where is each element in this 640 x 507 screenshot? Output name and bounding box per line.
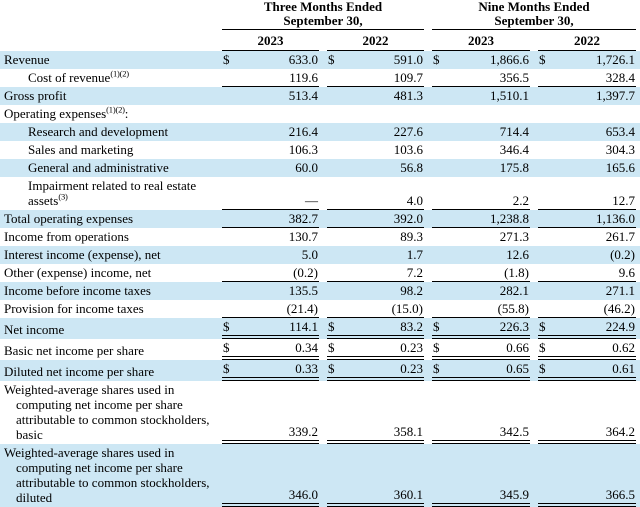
value-cell: [327, 264, 424, 282]
row-label-text: Cost of revenue: [28, 70, 111, 85]
year-header: 2022: [327, 32, 424, 51]
value-cell: [222, 192, 319, 210]
dollar-sign: $: [223, 319, 230, 334]
value-cell: [538, 123, 636, 141]
cell-value: 60.0: [295, 160, 318, 175]
cell-value: 358.1: [393, 424, 423, 439]
value-cell: [222, 123, 319, 141]
period-group-header-row: [0, 0, 640, 30]
cell-value: 12.7: [612, 193, 635, 208]
value-cell: [222, 51, 319, 69]
value-cell: [432, 246, 530, 264]
value-cell: [538, 318, 636, 339]
row-label: [0, 210, 218, 228]
table-row: [0, 105, 640, 123]
cell-value: 0.23: [400, 340, 423, 355]
cell-value: 382.7: [288, 211, 318, 226]
cell-value: (21.4): [286, 301, 318, 316]
row-label: [0, 300, 218, 318]
value-cell: [327, 300, 424, 318]
value-cell: [222, 486, 319, 507]
cell-value: 356.5: [499, 70, 529, 85]
cell-value: 119.6: [289, 70, 318, 85]
cell-value: 5.0: [301, 247, 318, 262]
three-months-group-title: Three Months Ended September 30,: [263, 0, 383, 28]
value-cell: [327, 123, 424, 141]
cell-value: 106.3: [288, 142, 318, 157]
dollar-sign: $: [223, 340, 230, 355]
year-header: 2022: [538, 32, 636, 51]
value-cell: [538, 228, 636, 246]
value-cell: [327, 282, 424, 300]
footnote-superscript: (3): [58, 191, 68, 202]
value-cell: [327, 210, 424, 228]
cell-value: (46.2): [603, 301, 635, 316]
dollar-sign: $: [539, 361, 546, 376]
cell-value: 83.2: [400, 319, 423, 334]
cell-value: 1,866.6: [490, 52, 529, 67]
value-cell: [432, 282, 530, 300]
value-cell: [538, 282, 636, 300]
value-cell: [222, 423, 319, 444]
cell-value: (1.8): [504, 265, 529, 280]
value-cell: [222, 282, 319, 300]
value-cell: [222, 159, 319, 177]
dollar-sign: $: [539, 319, 546, 334]
year-header-row: [0, 30, 640, 51]
value-cell: [538, 159, 636, 177]
row-label: [0, 264, 218, 282]
value-cell: [222, 300, 319, 318]
dollar-sign: $: [223, 361, 230, 376]
value-cell: [432, 228, 530, 246]
cell-value: 103.6: [393, 142, 423, 157]
value-cell: [538, 51, 636, 69]
table-row: [0, 264, 640, 282]
three-months-group-rule: [222, 0, 424, 30]
cell-value: 346.0: [288, 487, 318, 502]
row-label-suffix: :: [124, 106, 129, 121]
nine-months-group-title: Nine Months Ended September 30,: [478, 0, 590, 28]
cell-value: 653.4: [605, 124, 635, 139]
value-cell: [432, 318, 530, 339]
value-cell: [538, 300, 636, 318]
table-row: [0, 318, 640, 339]
table-row: [0, 282, 640, 300]
dollar-sign: $: [433, 340, 440, 355]
corner-spacer: [0, 30, 218, 51]
row-label: [0, 342, 218, 360]
value-cell: [432, 69, 530, 87]
cell-value: 4.0: [406, 193, 423, 208]
footnote-superscript: (1)(2): [106, 104, 125, 115]
value-cell: [327, 51, 424, 69]
table-row: [0, 444, 640, 507]
row-label: [0, 282, 218, 300]
row-label: [0, 381, 218, 444]
value-cell: [432, 87, 530, 105]
dollar-sign: $: [433, 361, 440, 376]
row-label-text: Net income: [4, 322, 65, 337]
cell-value: (0.2): [610, 247, 635, 262]
cell-value: 114.1: [289, 319, 318, 334]
cell-value: 1,397.7: [596, 88, 635, 103]
row-label: [0, 444, 218, 507]
value-cell: [432, 360, 530, 381]
row-label-text: Operating expenses: [4, 106, 107, 121]
row-label: [0, 321, 218, 339]
dollar-sign: $: [539, 52, 546, 67]
cell-value: (15.0): [391, 301, 423, 316]
value-cell: [432, 339, 530, 360]
value-cell: [432, 192, 530, 210]
dollar-sign: $: [223, 52, 230, 67]
value-cell: [327, 192, 424, 210]
dollar-sign: $: [328, 340, 335, 355]
cell-value: 271.1: [605, 283, 635, 298]
year-header: 2023: [432, 32, 530, 51]
cell-value: 2.2: [512, 193, 529, 208]
row-label: [0, 123, 218, 141]
cell-value: 360.1: [393, 487, 423, 502]
value-cell: [538, 360, 636, 381]
row-label-text: Income before income taxes: [4, 283, 151, 298]
table-row: [0, 210, 640, 228]
cell-value: 513.4: [288, 88, 318, 103]
row-label-text: General and administrative: [28, 160, 169, 175]
value-cell: [327, 246, 424, 264]
value-cell: [538, 192, 636, 210]
cell-value: —: [305, 193, 318, 208]
footnote-superscript: (1)(2): [110, 68, 129, 79]
cell-value: 392.0: [393, 211, 423, 226]
cell-value: 282.1: [499, 283, 529, 298]
row-label: [0, 105, 218, 123]
value-cell: [222, 69, 319, 87]
table-row: [0, 87, 640, 105]
value-cell: [327, 159, 424, 177]
cell-value: 1,136.0: [596, 211, 635, 226]
value-cell: [432, 159, 530, 177]
row-label-text: Weighted-average shares used in computing net income per share attributable to common stockholders, basic: [4, 382, 210, 442]
cell-value: 0.66: [506, 340, 529, 355]
cell-value: 1.7: [406, 247, 423, 262]
table-row: [0, 159, 640, 177]
cell-value: 175.8: [499, 160, 529, 175]
value-cell: [327, 87, 424, 105]
table-row: [0, 381, 640, 444]
cell-value: 165.6: [605, 160, 635, 175]
cell-value: 0.23: [400, 361, 423, 376]
value-cell: [432, 423, 530, 444]
value-cell: [327, 69, 424, 87]
cell-value: 261.7: [605, 229, 635, 244]
value-cell: [538, 486, 636, 507]
cell-value: 227.6: [393, 124, 423, 139]
row-label: [0, 141, 218, 159]
dollar-sign: $: [433, 52, 440, 67]
cell-value: 1,510.1: [490, 88, 529, 103]
table-row: [0, 300, 640, 318]
row-label-text: Diluted net income per share: [4, 364, 155, 379]
value-cell: [538, 423, 636, 444]
value-cell: [222, 228, 319, 246]
value-cell: [432, 141, 530, 159]
cell-value: 98.2: [400, 283, 423, 298]
cell-value: 216.4: [288, 124, 318, 139]
value-cell: [222, 339, 319, 360]
value-cell: [432, 264, 530, 282]
dollar-sign: $: [328, 319, 335, 334]
row-label-text: Weighted-average shares used in computing net income per share attributable to common stockholders, diluted: [4, 445, 210, 505]
value-cell: [327, 360, 424, 381]
cell-value: 328.4: [605, 70, 635, 85]
row-label: [0, 159, 218, 177]
row-label-text: Provision for income taxes: [4, 301, 144, 316]
value-cell: [327, 228, 424, 246]
value-cell: [432, 123, 530, 141]
value-cell: [538, 246, 636, 264]
value-cell: [327, 318, 424, 339]
cell-value: 345.9: [499, 487, 529, 502]
cell-value: 0.33: [295, 361, 318, 376]
value-cell: [222, 246, 319, 264]
value-cell: [222, 210, 319, 228]
cell-value: 135.5: [288, 283, 318, 298]
row-label: [0, 363, 218, 381]
row-label: [0, 69, 218, 87]
row-label-text: Interest income (expense), net: [4, 247, 161, 262]
table-row: [0, 339, 640, 360]
value-cell: [538, 87, 636, 105]
value-cell: [222, 318, 319, 339]
value-cell: [538, 210, 636, 228]
table-row: [0, 123, 640, 141]
row-label-text: Revenue: [4, 52, 50, 67]
nine-months-group-rule: [432, 0, 636, 30]
cell-value: 89.3: [400, 229, 423, 244]
value-cell: [432, 210, 530, 228]
table-row: [0, 51, 640, 69]
value-cell: [432, 300, 530, 318]
cell-value: 1,726.1: [596, 52, 635, 67]
cell-value: (0.2): [293, 265, 318, 280]
table-row: [0, 177, 640, 210]
value-cell: [538, 339, 636, 360]
row-label: [0, 87, 218, 105]
year-header: 2023: [222, 32, 319, 51]
dollar-sign: $: [433, 319, 440, 334]
dollar-sign: $: [328, 52, 335, 67]
value-cell: [222, 87, 319, 105]
table-row: [0, 246, 640, 264]
cell-value: 1,238.8: [490, 211, 529, 226]
value-cell: [432, 486, 530, 507]
cell-value: 633.0: [288, 52, 318, 67]
row-label-text: Impairment related to real estate assets: [28, 178, 197, 208]
row-label: [0, 228, 218, 246]
cell-value: 7.2: [406, 265, 423, 280]
dollar-sign: $: [539, 340, 546, 355]
value-cell: [222, 360, 319, 381]
cell-value: 304.3: [605, 142, 635, 157]
table-row: [0, 69, 640, 87]
row-label-text: Income from operations: [4, 229, 129, 244]
cell-value: 224.9: [605, 319, 635, 334]
cell-value: 481.3: [393, 88, 423, 103]
cell-value: 342.5: [499, 424, 529, 439]
cell-value: 271.3: [499, 229, 529, 244]
value-cell: [327, 339, 424, 360]
table-row: [0, 228, 640, 246]
value-cell: [538, 69, 636, 87]
cell-value: 591.0: [393, 52, 423, 67]
row-label-text: Basic net income per share: [4, 343, 145, 358]
row-label: [0, 246, 218, 264]
value-cell: [538, 264, 636, 282]
table-row: [0, 141, 640, 159]
cell-value: 366.5: [605, 487, 635, 502]
cell-value: 0.61: [612, 361, 635, 376]
cell-value: 364.2: [605, 424, 635, 439]
cell-value: 226.3: [499, 319, 529, 334]
value-cell: [327, 486, 424, 507]
row-label-text: Total operating expenses: [4, 211, 134, 226]
cell-value: 0.62: [612, 340, 635, 355]
cell-value: 130.7: [288, 229, 318, 244]
cell-value: 12.6: [506, 247, 529, 262]
cell-value: (55.8): [497, 301, 529, 316]
row-label-text: Gross profit: [4, 88, 67, 103]
row-label-text: Other (expense) income, net: [4, 265, 152, 280]
cell-value: 109.7: [393, 70, 423, 85]
value-cell: [327, 423, 424, 444]
value-cell: [327, 141, 424, 159]
cell-value: 56.8: [400, 160, 423, 175]
cell-value: 339.2: [288, 424, 318, 439]
cell-value: 714.4: [499, 124, 529, 139]
row-label: [0, 51, 218, 69]
value-cell: [538, 141, 636, 159]
value-cell: [222, 264, 319, 282]
dollar-sign: $: [328, 361, 335, 376]
value-cell: [222, 141, 319, 159]
cell-value: 9.6: [618, 265, 635, 280]
value-cell: [432, 51, 530, 69]
table-row: [0, 360, 640, 381]
row-label-text: Sales and marketing: [28, 142, 134, 157]
row-label-text: Research and development: [28, 124, 169, 139]
cell-value: 0.34: [295, 340, 318, 355]
cell-value: 346.4: [499, 142, 529, 157]
row-label: [0, 177, 218, 210]
corner-spacer: [0, 0, 218, 30]
cell-value: 0.65: [506, 361, 529, 376]
